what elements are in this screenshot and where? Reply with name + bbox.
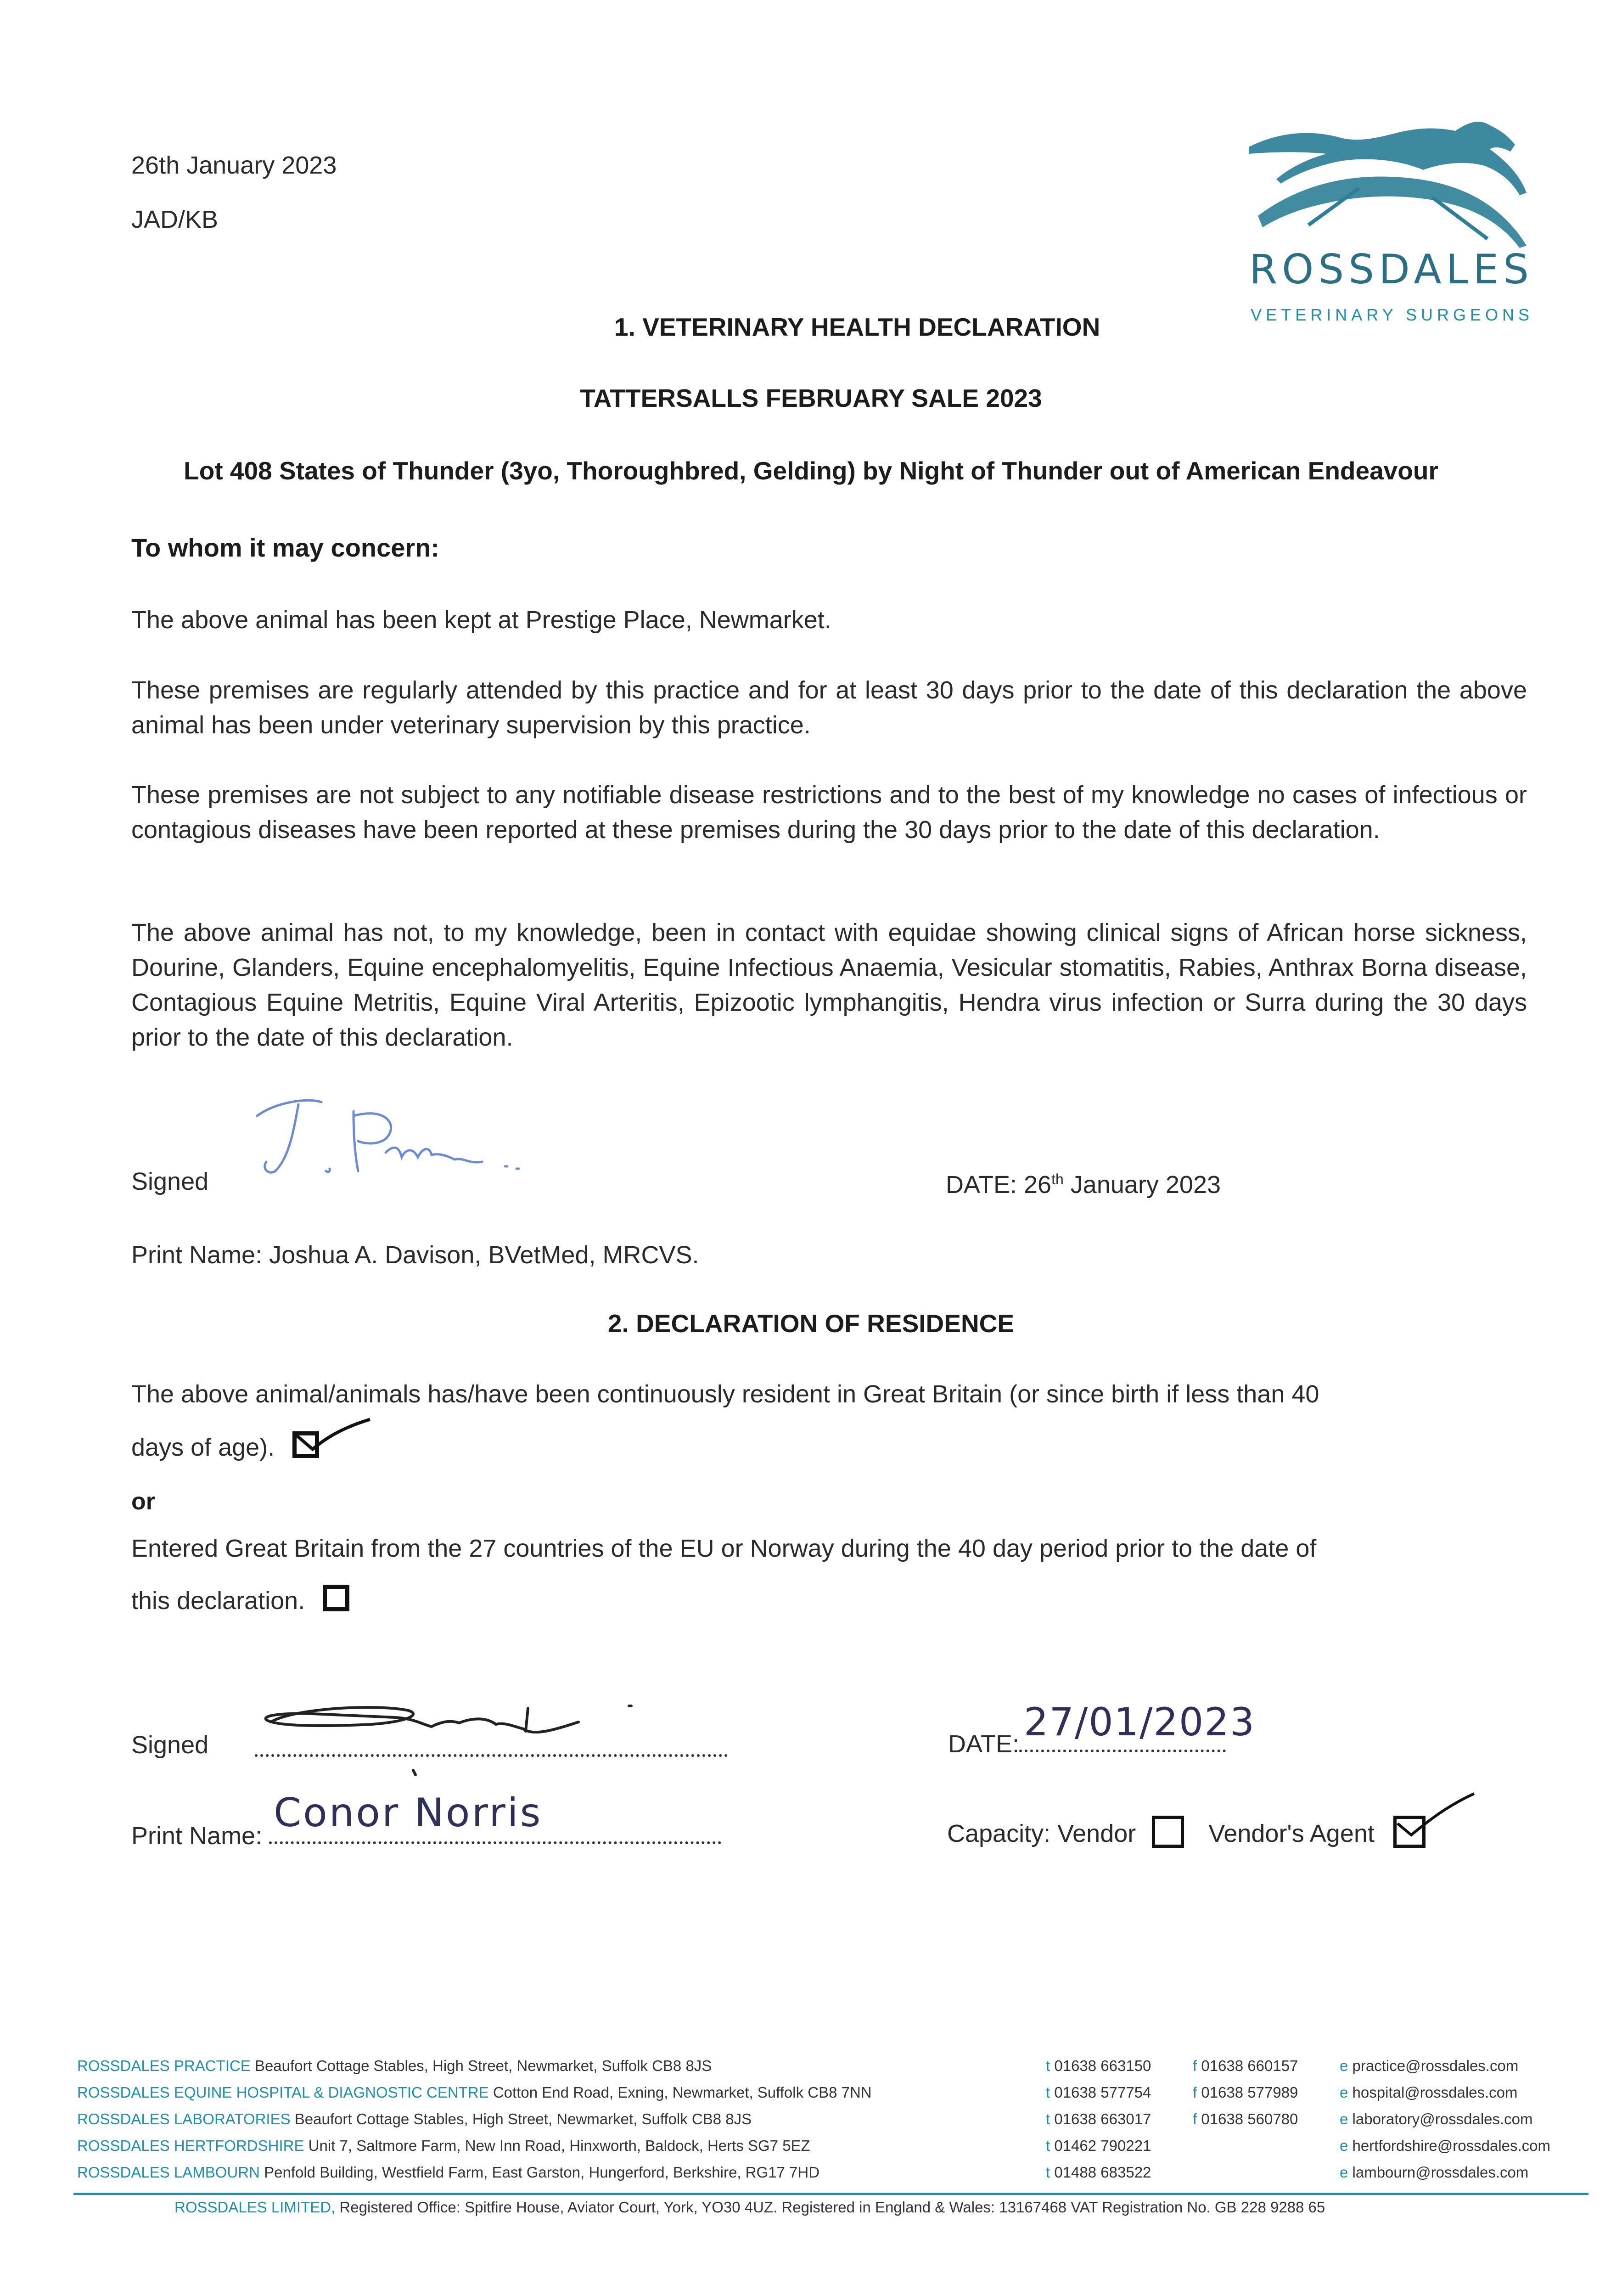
- lot-description: Lot 408 States of Thunder (3yo, Thoroughbred, Gelding) by Night of Thunder out of American Endeavour: [184, 456, 1438, 485]
- footer-email[interactable]: e practice@rossdales.com: [1340, 2057, 1519, 2074]
- capacity-label: Capacity: Vendor: [947, 1820, 1136, 1847]
- paragraph-supervision: These premises are regularly attended by this practice and for at least 30 days prior to the date of this declaration the above animal has been under veterinary supervision by this practice.: [131, 676, 1527, 739]
- paragraph-kept: The above animal has been kept at Prestige Place, Newmarket.: [131, 606, 831, 634]
- footer-contacts: [77, 2053, 1592, 2190]
- sale-title: TATTERSALLS FEBRUARY SALE 2023: [580, 384, 1042, 412]
- agent-print-name-label: Print Name:: [131, 1822, 263, 1850]
- signed-label-1: Signed: [131, 1168, 209, 1195]
- agent-print-name-line: [269, 1790, 721, 1844]
- section1-title: 1. VETERINARY HEALTH DECLARATION: [614, 313, 1100, 341]
- signed-label-2: Signed: [131, 1731, 209, 1759]
- section2-title: 2. DECLARATION OF RESIDENCE: [607, 1309, 1015, 1338]
- or-label: or: [131, 1488, 155, 1515]
- footer-registered: ROSSDALES LIMITED, Registered Office: Spitfire House, Aviator Court, York, YO30 4UZ. Registered in England & Wales: 13167468 VAT Registration No. GB 228 9288 65: [174, 2199, 1325, 2216]
- footer-fax: f 01638 560780: [1193, 2110, 1298, 2127]
- letter-date: 26th January 2023: [131, 152, 337, 179]
- agent-date-line: [1019, 1699, 1256, 1752]
- paragraph-contact: The above animal has not, to my knowledge, been in contact with equidae showing clinical signs of African horse sickness, Dourine, Glanders, Equine encephalomyelitis, Equine Infectious Anaemia, Vesicular stomatitis, Rabies, Anthrax Borna disease, Contagious Equine Metritis, Equine Viral Arteritis, Epizootic lymphangitis, Hendra virus infection or Surra during the 30 days prior to the date of this declaration.: [131, 919, 1527, 1051]
- vendor-checkbox[interactable]: [1152, 1816, 1184, 1848]
- footer-tel: t 01638 577754: [1046, 2084, 1151, 2101]
- footer-email[interactable]: e lambourn@rossdales.com: [1340, 2164, 1529, 2181]
- agent-date-value: 27/01/2023: [1024, 1699, 1256, 1745]
- footer-row: ROSSDALES LABORATORIES Beaufort Cottage Stables, High Street, Newmarket, Suffolk CB8 8JS: [77, 2110, 752, 2127]
- vet-print-name: Print Name: Joshua A. Davison, BVetMed, MRCVS.: [131, 1241, 699, 1269]
- signature-agent: [257, 1671, 661, 1791]
- vet-date: DATE: 26th January 2023: [946, 1171, 1221, 1199]
- footer-row: ROSSDALES EQUINE HOSPITAL & DIAGNOSTIC CENTRE Cotton End Road, Exning, Newmarket, Suffolk CB8 7NN: [77, 2084, 872, 2101]
- footer-row: ROSSDALES PRACTICE Beaufort Cottage Stables, High Street, Newmarket, Suffolk CB8 8JS: [77, 2057, 712, 2074]
- agent-date-label: DATE:: [948, 1730, 1020, 1758]
- option2-checkbox[interactable]: [323, 1585, 349, 1611]
- footer-email[interactable]: e laboratory@rossdales.com: [1340, 2110, 1533, 2127]
- agent-date: [948, 1699, 1256, 1761]
- salutation: To whom it may concern:: [131, 533, 440, 562]
- residence-option2-text: this declaration.: [131, 1587, 305, 1615]
- residence-option2-line1: Entered Great Britain from the 27 countries of the EU or Norway during the 40 day period prior to the date of: [131, 1535, 1317, 1562]
- residence-option1-line1: The above animal/animals has/have been continuously resident in Great Britain (or since birth if less than 40: [131, 1380, 1319, 1408]
- checkmark-icon: [292, 1417, 375, 1468]
- paragraph-disease: These premises are not subject to any notifiable disease restrictions and to the best of my knowledge no cases of infectious or contagious diseases have been reported at these premises during the 30 days prior to the date of this declaration.: [131, 781, 1527, 844]
- agent-print-name: [131, 1790, 721, 1853]
- residence-option2-line2: [131, 1583, 349, 1618]
- footer-tel: t 01488 683522: [1046, 2164, 1151, 2181]
- footer-tel: t 01638 663150: [1046, 2057, 1151, 2074]
- footer-email[interactable]: e hospital@rossdales.com: [1340, 2084, 1518, 2101]
- footer-tel: t 01638 663017: [1046, 2110, 1151, 2127]
- vendor-agent-checkbox[interactable]: [1393, 1816, 1426, 1848]
- residence-option1-text: days of age).: [131, 1434, 275, 1461]
- letter-reference: JAD/KB: [131, 206, 219, 233]
- option1-checkbox[interactable]: [292, 1431, 319, 1458]
- agent-print-name-value: Conor Norris: [274, 1790, 543, 1836]
- footer-fax: f 01638 577989: [1193, 2084, 1298, 2101]
- footer-fax: f 01638 660157: [1193, 2057, 1298, 2074]
- checkmark-icon: [1394, 1791, 1476, 1851]
- footer-row: ROSSDALES LAMBOURN Penfold Building, Westfield Farm, East Garston, Hungerford, Berkshire, RG17 7HD: [77, 2164, 820, 2181]
- signature-vet: [248, 1088, 542, 1189]
- footer-tel: t 01462 790221: [1046, 2137, 1151, 2154]
- rossdales-logo: [1240, 119, 1533, 335]
- residence-option1-line2: [131, 1430, 319, 1465]
- logo-subtitle: VETERINARY SURGEONS: [1251, 305, 1533, 324]
- capacity-row: [947, 1816, 1426, 1851]
- footer-email[interactable]: e hertfordshire@rossdales.com: [1340, 2137, 1551, 2154]
- vendor-agent-label: Vendor's Agent: [1208, 1820, 1375, 1847]
- footer-row: ROSSDALES HERTFORDSHIRE Unit 7, Saltmore Farm, New Inn Road, Hinxworth, Baldock, Herts SG7 5EZ: [77, 2137, 810, 2154]
- horse-logo-icon: [1240, 119, 1533, 257]
- logo-name: ROSSDALES: [1249, 246, 1533, 293]
